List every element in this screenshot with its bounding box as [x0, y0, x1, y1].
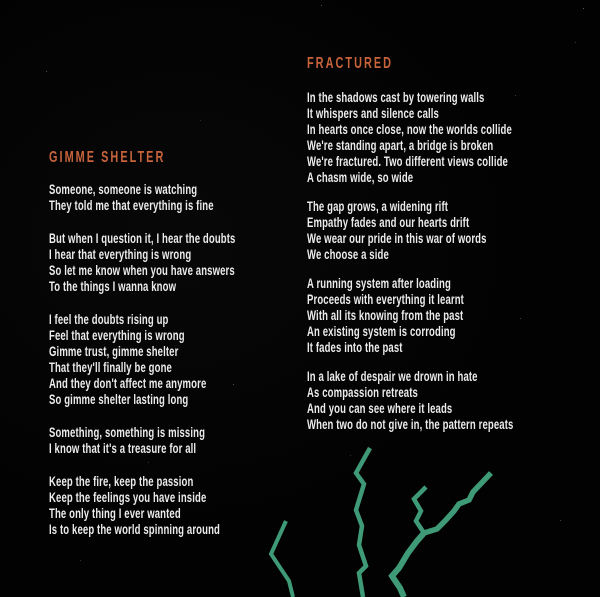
- lyric-line: They told me that everything is fine: [49, 197, 214, 213]
- lyric-line: We choose a side: [307, 246, 389, 262]
- lyric-line: The only thing I ever wanted: [49, 505, 181, 521]
- lyric-line: I know that it's a treasure for all: [49, 440, 197, 456]
- stanza: [307, 275, 513, 355]
- lyric-line: So let me know when you have answers: [49, 262, 235, 278]
- lyric-line: When two do not give in, the pattern repeats: [307, 416, 514, 432]
- lyric-line: And you can see where it leads: [307, 400, 453, 416]
- lyric-line: Gimme trust, gimme shelter: [49, 343, 179, 359]
- stanza: [307, 89, 513, 185]
- lyric-line: Something, something is missing: [49, 424, 206, 440]
- lyric-line: We wear our pride in this war of words: [307, 230, 487, 246]
- lyric-line: Someone, someone is watching: [49, 181, 198, 197]
- lyric-line: Is to keep the world spinning around: [49, 521, 220, 537]
- lyric-line: Keep the fire, keep the passion: [49, 473, 194, 489]
- stanza: [49, 473, 235, 537]
- lyric-line: To the things I wanna know: [49, 278, 177, 294]
- lyric-line: I hear that everything is wrong: [49, 246, 192, 262]
- song-title-fractured: FRACTURED: [307, 55, 394, 72]
- lyric-line: An existing system is corroding: [307, 323, 456, 339]
- lyric-line: In a lake of despair we drown in hate: [307, 368, 478, 384]
- stanza: [49, 311, 235, 407]
- lyric-line: With all its knowing from the past: [307, 307, 464, 323]
- lyric-line: In the shadows cast by towering walls: [307, 89, 485, 105]
- lyric-line: It whispers and silence calls: [307, 105, 439, 121]
- lyric-line: But when I question it, I hear the doubts: [49, 230, 236, 246]
- lyric-line: So gimme shelter lasting long: [49, 391, 189, 407]
- lyric-line: In hearts once close, now the worlds collide: [307, 121, 512, 137]
- stanza: [49, 424, 235, 456]
- stanza: [49, 230, 235, 294]
- crack-left: [271, 521, 293, 597]
- lyric-line: The gap grows, a widening rift: [307, 198, 449, 214]
- lyric-line: I feel the doubts rising up: [49, 311, 169, 327]
- lyric-line: A running system after loading: [307, 275, 451, 291]
- lyric-line: Feel that everything is wrong: [49, 327, 185, 343]
- lyric-line: We're fractured. Two different views collide: [307, 153, 508, 169]
- lyric-line: Empathy fades and our hearts drift: [307, 214, 470, 230]
- lyric-line: As compassion retreats: [307, 384, 418, 400]
- crack-middle: [356, 448, 370, 597]
- lyric-line: A chasm wide, so wide: [307, 169, 414, 185]
- stanza: [49, 181, 235, 213]
- song-title-gimme-shelter: GIMME SHELTER: [49, 149, 166, 166]
- lyric-line: It fades into the past: [307, 339, 403, 355]
- lyric-line: And they don't affect me anymore: [49, 375, 207, 391]
- stanza: [307, 368, 513, 432]
- song-fractured: [307, 56, 513, 445]
- lyric-line: We're standing apart, a bridge is broken: [307, 137, 494, 153]
- song-gimme-shelter: [49, 150, 235, 554]
- crack-right-diagonal: [424, 473, 491, 533]
- crack-right-branch: [414, 487, 426, 533]
- lyric-line: Keep the feelings you have inside: [49, 489, 207, 505]
- lyric-line: That they'll finally be gone: [49, 359, 172, 375]
- stanza: [307, 198, 513, 262]
- lyric-line: Proceeds with everything it learnt: [307, 291, 464, 307]
- crack-right-stem: [392, 533, 424, 597]
